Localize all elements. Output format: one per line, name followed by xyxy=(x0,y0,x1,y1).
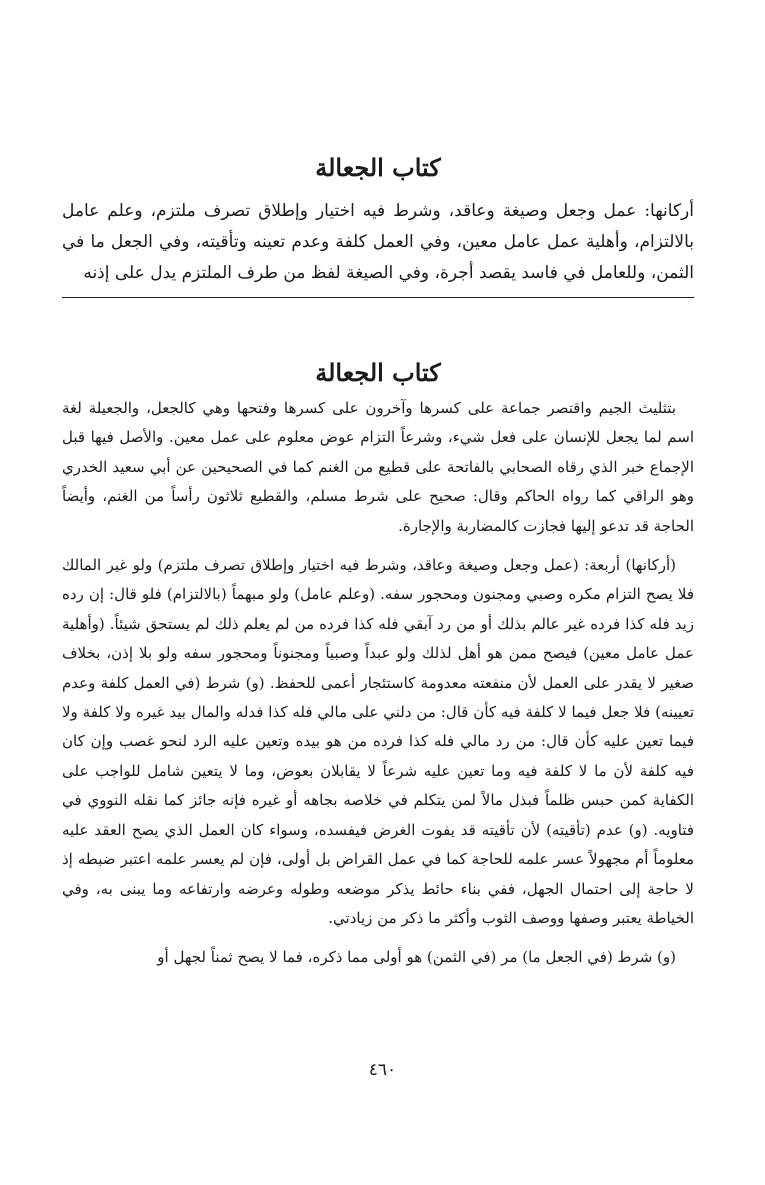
matn-chapter-title: كتاب الجعالة xyxy=(315,153,441,182)
commentary-paragraph: بتثليث الجيم واقتصر جماعة على كسرها وآخرون على كسرها وفتحها وهي كالجعل، والجعيلة لغة اسم لما يجعل للإنسان على فعل شيء، وشرعاً التزام عوض معلوم على عمل معين. والأصل فيها قبل الإجماع خبر الذي رقاه الصحابي بالفاتحة على قطيع من الغنم كما في الصحيحين عن أبي سعيد الخدري وهو الراقي كما رواه الحاكم وقال: صحيح على شرط مسلم، والقطيع ثلاثون رأساً من الغنم، وأيضاً الحاجة قد تدعو إليها فجازت كالمضاربة والإجارة. xyxy=(62,399,694,535)
sharh-chapter-title: كتاب الجعالة xyxy=(315,358,441,387)
commentary-paragraph: (أركانها) أربعة: (عمل وجعل وصيغة وعاقد، وشرط فيه اختيار وإطلاق تصرف ملتزم) ولو غير المالك فلا يصح التزام مكره وصبي ومجنون ومحجور سفه. (وعلم عامل) ولو مبهماً (بالالتزام) فلو قال: إن رده زيد فله كذا فرده غير عالم بذلك أو من رد آبقي فله كذا فرده من لم يعلم ذلك لم يستحق شيئاً. (وأهلية عمل عامل معين) فيصح ممن هو أهل لذلك ولو عبداً وصبياً ومجنوناً ومحجور سفه ولو بلا إذن، بخلاف صغير لا يقدر على العمل لأن منفعته معدومة كاستئجار أعمى للحفظ. (و) شرط (في العمل كلفة وعدم تعيينه) فلا جعل فيما لا كلفة فيه كأن قال: من دلني على مالي فله كذا فدله والمال بيد غيره ولا كلفة ولا فيما تعين عليه كأن قال: من رد مالي فله كذا فرده من هو بيده وتعين عليه الرد لنحو غصب وإن كان فيه كلفة لأن ما لا كلفة فيه وما تعين عليه شرعاً لا يقابلان بعوض، وما لا يتعين شامل للواجب على الكفاية كمن حبس ظلماً فبذل مالاً لمن يتكلم في خلاصه بجاهه أو غيره فإنه جائز كما نقله النووي في فتاويه. (و) عدم (تأقيته) لأن تأقيته قد يفوت الغرض فيفسده، وسواء كان العمل الذي يصح العقد عليه معلوماً أم مجهولاً عسر علمه للحاجة كما في عمل القراض بل أولى، فإن لم يعسر علمه اعتبر ضبطه إذ لا حاجة إلى احتمال الجهل، ففي بناء حائط يذكر موضعه وطوله وعرضه وارتفاعه وما يبنى به، وفي الخياطة يعتبر وصفها ووصف الثوب وأكثر ما ذكر من زيادتي. xyxy=(62,556,694,927)
matn-text: أركانها: عمل وجعل وصيغة وعاقد، وشرط فيه اختيار وإطلاق تصرف ملتزم، وعلم عامل بالالتزام، وأهلية عمل عامل معين، وفي العمل كلفة وعدم تعينه وتأقيته، وفي الجعل ما في الثمن، وللعامل في فاسد يقصد أجرة، وفي الصيغة لفظ من طرف الملتزم يدل على إذنه xyxy=(62,201,694,283)
page-number: ٤٦٠ xyxy=(368,1060,397,1080)
commentary-body xyxy=(62,394,694,973)
commentary-paragraph: (و) شرط (في الجعل ما) مر (في الثمن) هو أولى مما ذكره، فما لا يصح ثمناً لجهل أو xyxy=(157,948,676,967)
section-divider xyxy=(62,297,694,298)
